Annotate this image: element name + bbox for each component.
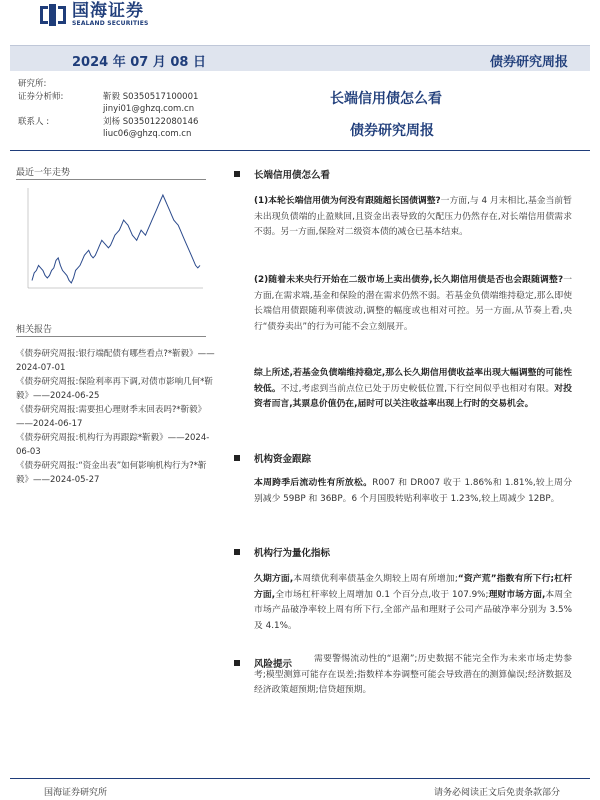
date-bar	[10, 45, 590, 71]
para-text: 全市场杠杆率较上周增加 0.1 个百分点,收于 107.9%;	[275, 589, 489, 600]
trend-chart	[18, 183, 208, 301]
meta-value: 靳毅 S0350517100001	[103, 91, 199, 102]
section-heading	[234, 545, 330, 559]
bullet-icon	[234, 549, 240, 555]
related-report-link[interactable]: 《债券研究周报:“资金出表”如何影响机构行为?*靳毅》——2024-05-27	[16, 461, 207, 485]
meta-value: 刘杨 S0350122080146	[103, 116, 199, 127]
bullet-icon	[234, 455, 240, 461]
company-logo	[40, 2, 149, 27]
footer-left: 国海证券研究所	[44, 788, 108, 798]
footer-divider	[10, 778, 590, 779]
meta-label: 联系人 :	[18, 116, 50, 127]
para-bold: 综上所述,若基金负债端维持稳定,那么长久期信用债收益率出现大幅调整的可能性较低。	[254, 368, 572, 394]
para-text: 本周全市场产品破净率较上周有所下行,全部产品和理财子公司产品破净率分别为 3.5%及 4.1%。	[254, 589, 573, 631]
related-report-link[interactable]: 《债券研究周报:保险利率再下调,对债市影响几何*靳毅》——2024-06-25	[16, 377, 213, 401]
related-heading: 相关报告	[16, 325, 53, 335]
section-title: 长端信用债怎么看	[254, 170, 331, 181]
trend-line	[32, 195, 200, 283]
para-text: 一方面,在需求端,基金和保险的潜在需求仍然不弱。若基金负债端维持稳定,那么即使长端信用债跟随利率债波动,调整的幅度或也相对可控。另一方面,从节奏上看,央行“债券卖出”的行为可能不会立刻展开。	[254, 275, 572, 332]
para-text: 一方面,与 4 月末相比,基金当前暂未出现负债端的止盈赎回,且资金出表导致的欠配压力仍然存在,对长端信用债需求不弱。另一方面,保险对二级资本债的减仓已基本结束。	[254, 196, 572, 237]
footer-disclaimer: 请务必阅读正文后免责条款部分	[433, 788, 560, 798]
author-info	[18, 78, 198, 141]
meta-label: 证券分析师:	[18, 91, 64, 102]
paragraph	[254, 652, 572, 699]
meta-label	[18, 128, 103, 141]
section-title: 机构行为量化指标	[254, 548, 331, 559]
para-text: 不过,考虑到当前点位已处于历史較低位置,下行空间似乎也相对有限。	[280, 383, 555, 394]
section-heading	[234, 451, 311, 465]
sidebar-divider	[16, 179, 206, 180]
logo-cn-text: 国海证券	[72, 1, 144, 21]
para-text: 需要警惕流动性的“退潮”;历史数据不能完全作为未来市场走势参考;模型测算可能存在误差;指数样本券调整可能会导致潜在的测算偏误;经济数据及经济政策超预期;信贷超预期。	[254, 654, 572, 695]
paragraph	[254, 366, 572, 413]
para-bold: 久期方面,	[254, 574, 294, 584]
trend-heading: 最近一年走势	[16, 168, 71, 178]
para-bold: 对投资者而言,其票息价值仍在,届时可以关注收益率出现上行时的交易机会。	[254, 383, 572, 409]
para-text: R007 和 DR007 收于 1.86%和 1.81%,较上周分别减少 59BP 和 36BP。6 个月国股转贴利率收于 1.23%,较上周减少 12BP。	[254, 478, 572, 504]
meta-label	[18, 103, 103, 116]
para-bold: “资产荒”指数有所下行;杠杆方面,	[254, 574, 572, 600]
report-type: 债券研究周报	[489, 55, 568, 70]
paragraph	[254, 572, 572, 634]
section-title: 风险提示	[254, 659, 293, 670]
related-report-link[interactable]: 《债券研究周报:需要担心理财季末回表吗?*靳毅》——2024-06-17	[16, 405, 207, 429]
related-reports	[16, 347, 216, 487]
paragraph	[254, 194, 572, 241]
report-subtitle: 债券研究周报	[350, 123, 434, 139]
para-bold: 理财市场方面,	[488, 589, 546, 600]
related-report-link[interactable]: 《债券研究周报:机构行为再跟踪*靳毅》——2024-06-03	[16, 433, 210, 457]
section-title: 机构资金跟踪	[254, 454, 312, 465]
bullet-icon	[234, 171, 240, 177]
meta-email: liuc06@ghzq.com.cn	[103, 129, 192, 139]
para-bold: (2)随着未来央行开始在二级市场上卖出债券,长久期信用债是否也会跟随调整?	[254, 275, 564, 285]
meta-label: 研究所:	[18, 79, 47, 89]
bullet-icon	[234, 660, 240, 666]
title-divider	[10, 150, 590, 151]
logo-icon	[40, 4, 66, 26]
paragraph	[254, 476, 572, 507]
para-bold: 本周跨季后流动性有所放松。	[254, 478, 373, 488]
meta-email: jinyi01@ghzq.com.cn	[103, 104, 195, 114]
logo-en-text: SEALAND SECURITIES	[72, 20, 149, 27]
paragraph	[254, 273, 572, 335]
section-heading	[234, 167, 330, 181]
sidebar-divider-2	[16, 336, 206, 337]
para-text: 本周绩优利率债基金久期较上周有所增加;	[293, 574, 458, 584]
report-date: 2024 年 07 月 08 日	[72, 55, 206, 70]
report-title: 长端信用债怎么看	[330, 91, 442, 107]
para-bold: (1)本轮长端信用债为何没有跟随超长国债调整?	[254, 196, 441, 206]
related-report-link[interactable]: 《债券研究周报:银行端配债有哪些看点?*靳毅》——2024-07-01	[16, 349, 215, 373]
